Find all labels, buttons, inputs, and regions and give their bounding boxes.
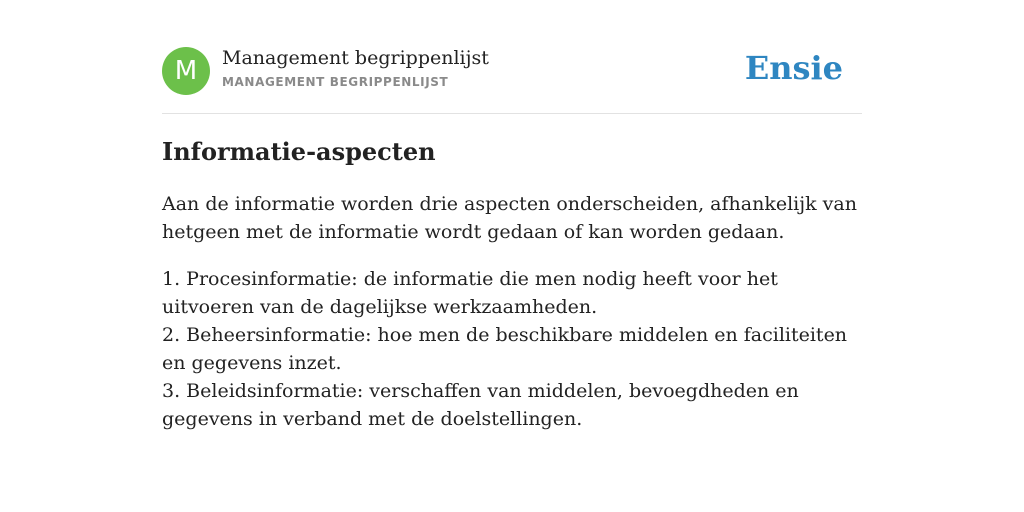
header-divider bbox=[162, 113, 862, 114]
list-item: 3. Beleidsinformatie: verschaffen van middelen, bevoegdheden en gegevens in verband met de doelstellingen. bbox=[162, 380, 799, 430]
definition-card bbox=[162, 46, 862, 430]
ensie-logo[interactable]: Ensie bbox=[744, 49, 843, 87]
source-avatar[interactable]: M bbox=[162, 47, 210, 95]
source-subtitle: MANAGEMENT BEGRIPPENLIJST bbox=[222, 75, 449, 89]
list-item: 1. Procesinformatie: de informatie die men nodig heeft voor het uitvoeren van de dagelijkse werkzaamheden. bbox=[162, 268, 778, 318]
list-item: 2. Beheersinformatie: hoe men de beschikbare middelen en faciliteiten en gegevens inzet. bbox=[162, 324, 848, 374]
source-header bbox=[162, 46, 862, 96]
source-title[interactable]: Management begrippenlijst bbox=[222, 47, 489, 69]
definition-list bbox=[162, 265, 866, 433]
term-title: Informatie-aspecten bbox=[162, 137, 436, 166]
definition-intro: Aan de informatie worden drie aspecten onderscheiden, afhankelijk van hetgeen met de informatie wordt gedaan of kan worden gedaan. bbox=[162, 193, 857, 243]
